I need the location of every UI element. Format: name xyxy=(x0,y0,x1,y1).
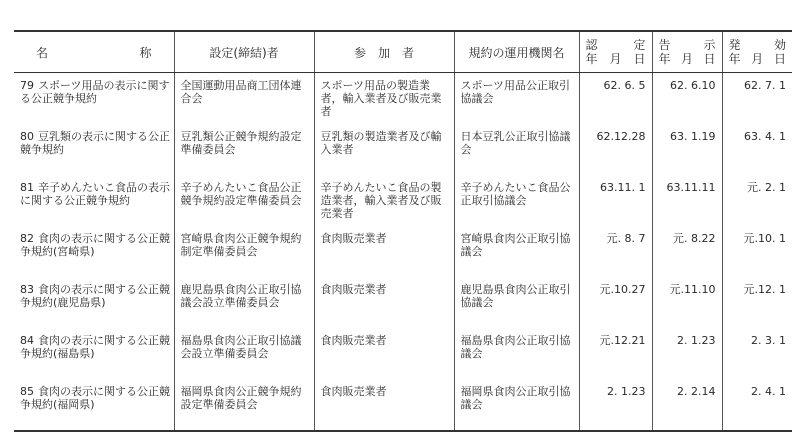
header-approval-date: 認 定 年 月 日 xyxy=(579,31,652,73)
row-name-cell: 84 食肉の表示に関する公正競争規約(福島県) xyxy=(20,334,170,360)
row-agency-cell: 福島県食肉公正取引協議会 xyxy=(454,328,579,379)
header-name: 名 称 xyxy=(14,31,174,73)
row-notice-date: 63. 1.19 xyxy=(652,124,722,175)
table-row xyxy=(14,175,792,226)
row-name-cell: 85 食肉の表示に関する公正競争規約(福岡県) xyxy=(14,379,174,431)
row-name-cell: 79 スポーツ用品の表示に関する公正競争規約 xyxy=(20,79,170,105)
row-name-cell: 83 食肉の表示に関する公正競争規約(鹿児島県) xyxy=(20,283,170,309)
row-participants-cell: 食肉販売業者 xyxy=(314,226,454,277)
row-notice-date: 63.11.11 xyxy=(652,175,722,226)
row-agency-cell: スポーツ用品公正取引協議会 xyxy=(454,73,579,125)
table-row xyxy=(14,73,792,125)
row-participants-cell: 食肉販売業者 xyxy=(314,277,454,328)
row-setter-cell: 宮崎県食肉公正競争規約制定準備委員会 xyxy=(174,226,314,277)
row-agency-cell: 福岡県食肉公正取引協議会 xyxy=(454,379,579,431)
row-approval-date: 元. 8. 7 xyxy=(579,226,652,277)
header-participants: 参 加 者 xyxy=(314,31,454,73)
table-row xyxy=(14,379,792,431)
row-participants-cell: 豆乳類の製造業者及び輸入業者 xyxy=(314,124,454,175)
row-approval-date: 2. 1.23 xyxy=(579,379,652,431)
row-effective-date: 62. 7. 1 xyxy=(722,73,792,125)
row-name-cell: 81 辛子めんたいこ食品の表示に関する公正競争規約 xyxy=(20,181,170,207)
table-row xyxy=(14,328,792,379)
row-setter-cell: 福島県食肉公正取引協議会設立準備委員会 xyxy=(174,328,314,379)
header-setter: 設定(締結)者 xyxy=(174,31,314,73)
row-notice-date: 元.11.10 xyxy=(652,277,722,328)
row-effective-date: 63. 4. 1 xyxy=(722,124,792,175)
row-effective-date: 元.10. 1 xyxy=(722,226,792,277)
row-setter-cell: 鹿児島県食肉公正取引協議会設立準備委員会 xyxy=(174,277,314,328)
row-agency-cell: 辛子めんたいこ食品公正取引協議会 xyxy=(454,175,579,226)
row-approval-date: 63.11. 1 xyxy=(579,175,652,226)
row-notice-date: 2. 1.23 xyxy=(652,328,722,379)
header-effective-date: 発 効 年 月 日 xyxy=(722,31,792,73)
table-row xyxy=(14,277,792,328)
table-row xyxy=(14,124,792,175)
row-participants-cell: 食肉販売業者 xyxy=(314,328,454,379)
row-setter-cell: 全国運動用品商工団体連合会 xyxy=(174,73,314,125)
table-row xyxy=(14,226,792,277)
row-effective-date: 元.12. 1 xyxy=(722,277,792,328)
row-setter-cell: 福岡県食肉公正競争規約設定準備委員会 xyxy=(174,379,314,431)
header-agency: 規約の運用機関名 xyxy=(454,31,579,73)
row-notice-date: 2. 2.14 xyxy=(652,379,722,431)
row-effective-date: 2. 3. 1 xyxy=(722,328,792,379)
row-agency-cell: 宮崎県食肉公正取引協議会 xyxy=(454,226,579,277)
row-effective-date: 2. 4. 1 xyxy=(722,379,792,431)
row-setter-cell: 豆乳類公正競争規約設定準備委員会 xyxy=(174,124,314,175)
regulations-table xyxy=(14,30,792,432)
row-participants-cell: 辛子めんたいこ食品の製造業者，輸入業者及び販売業者 xyxy=(314,175,454,226)
row-agency-cell: 鹿児島県食肉公正取引協議会 xyxy=(454,277,579,328)
row-notice-date: 元. 8.22 xyxy=(652,226,722,277)
row-name-cell: 82 食肉の表示に関する公正競争規約(宮崎県) xyxy=(20,232,170,258)
row-name-cell: 80 豆乳類の表示に関する公正競争規約 xyxy=(20,130,170,156)
row-notice-date: 62. 6.10 xyxy=(652,73,722,125)
row-approval-date: 62.12.28 xyxy=(579,124,652,175)
row-approval-date: 元.10.27 xyxy=(579,277,652,328)
row-effective-date: 元. 2. 1 xyxy=(722,175,792,226)
row-approval-date: 元.12.21 xyxy=(579,328,652,379)
row-agency-cell: 日本豆乳公正取引協議会 xyxy=(454,124,579,175)
row-approval-date: 62. 6. 5 xyxy=(579,73,652,125)
header-notice-date: 告 示 年 月 日 xyxy=(652,31,722,73)
row-participants-cell: 食肉販売業者 xyxy=(314,379,454,431)
header-row xyxy=(14,31,792,73)
row-setter-cell: 辛子めんたいこ食品公正競争規約設定準備委員会 xyxy=(174,175,314,226)
row-participants-cell: スポーツ用品の製造業者，輸入業者及び販売業者 xyxy=(314,73,454,125)
